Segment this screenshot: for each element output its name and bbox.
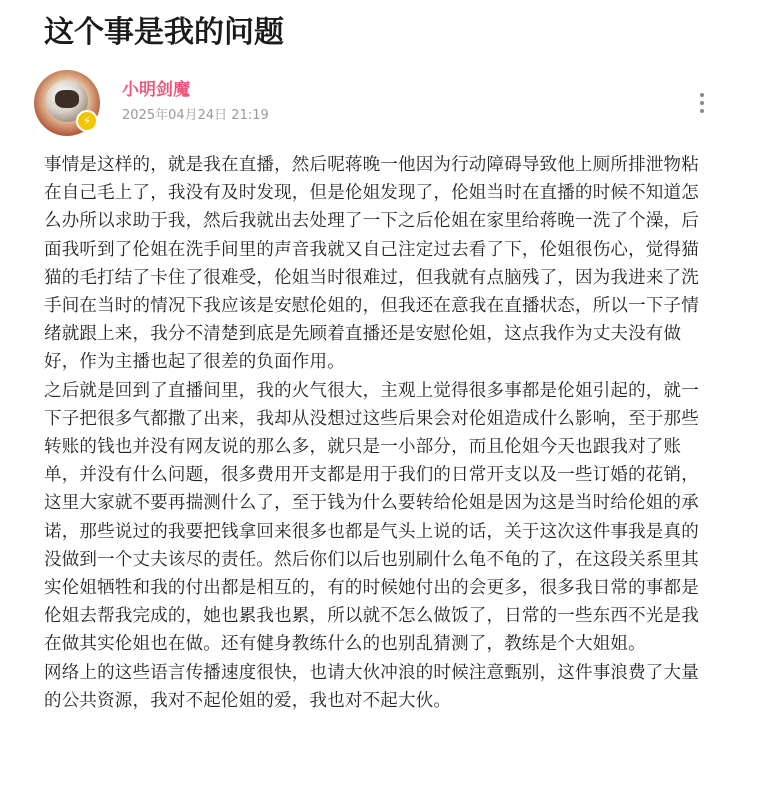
more-dot (700, 109, 704, 113)
author-name[interactable]: 小明剑魔 (122, 80, 190, 100)
post-paragraph: 事情是这样的，就是我在直播，然后呢蒋晚一他因为行动障碍导致他上厕所排泄物粘在自己毛上了，我没有及时发现，但是伦姐发现了，伦姐当时在直播的时候不知道怎么办所以求助于我，然后我就出去处理了一下之后伦姐在家里给蒋晚一洗了个澡，后面我听到了伦姐在洗手间里的声音我就又自己注定过去看了下，伦姐很伤心，觉得猫猫的毛打结了卡住了很难受，伦姐当时很难过，但我就有点脑残了，因为我进来了洗手间在当时的情况下我应该是安慰伦姐的，但我还在意我在直播状态，所以一下子情绪就跟上来，我分不清楚到底是先顾着直播还是安慰伦姐，这点我作为丈夫没有做好，作为主播也起了很差的负面作用。 (44, 155, 699, 373)
avatar-figure (55, 90, 79, 108)
author-row (34, 70, 724, 136)
post-paragraph: 之后就是回到了直播间里，我的火气很大，主观上觉得很多事都是伦姐引起的，就一下子把很多气都撒了出来，我却从没想过这些后果会对伦姐造成什么影响，至于那些转账的钱也并没有网友说的那么多，就只是一小部分，而且伦姐今天也跟我对了账单，并没有什么问题，很多费用开支都是用于我们的日常开支以及一些订婚的花销，这里大家就不要再揣测什么了，至于钱为什么要转给伦姐是因为这是当时给伦姐的承诺，那些说过的我要把钱拿回来很多也都是气头上说的话，关于这次这件事我是真的没做到一个丈夫该尽的责任。然后你们以后也别刷什么龟不龟的了，在这段关系里其实伦姐牺牲和我的付出都是相互的，有的时候她付出的会更多，很多我日常的事都是伦姐去帮我完成的，她也累我也累，所以就不怎么做饭了，日常的一些东西不光是我在做其实伦姐也在做。还有健身教练什么的也别乱猜测了，教练是个大姐姐。 (44, 380, 699, 655)
more-vertical-icon[interactable] (692, 88, 712, 118)
post-paragraph: 网络上的这些语言传播速度很快，也请大伙冲浪的时候注意甄别，这件事浪费了大量的公共资源，我对不起伦姐的爱，我也对不起大伙。 (44, 662, 699, 711)
post-title: 这个事是我的问题 (44, 15, 284, 50)
more-dot (700, 93, 704, 97)
more-dot (700, 101, 704, 105)
lightning-icon: ⚡ (76, 110, 98, 132)
post-content (44, 151, 716, 715)
post-timestamp: 2025年04月24日 21:19 (122, 108, 269, 123)
